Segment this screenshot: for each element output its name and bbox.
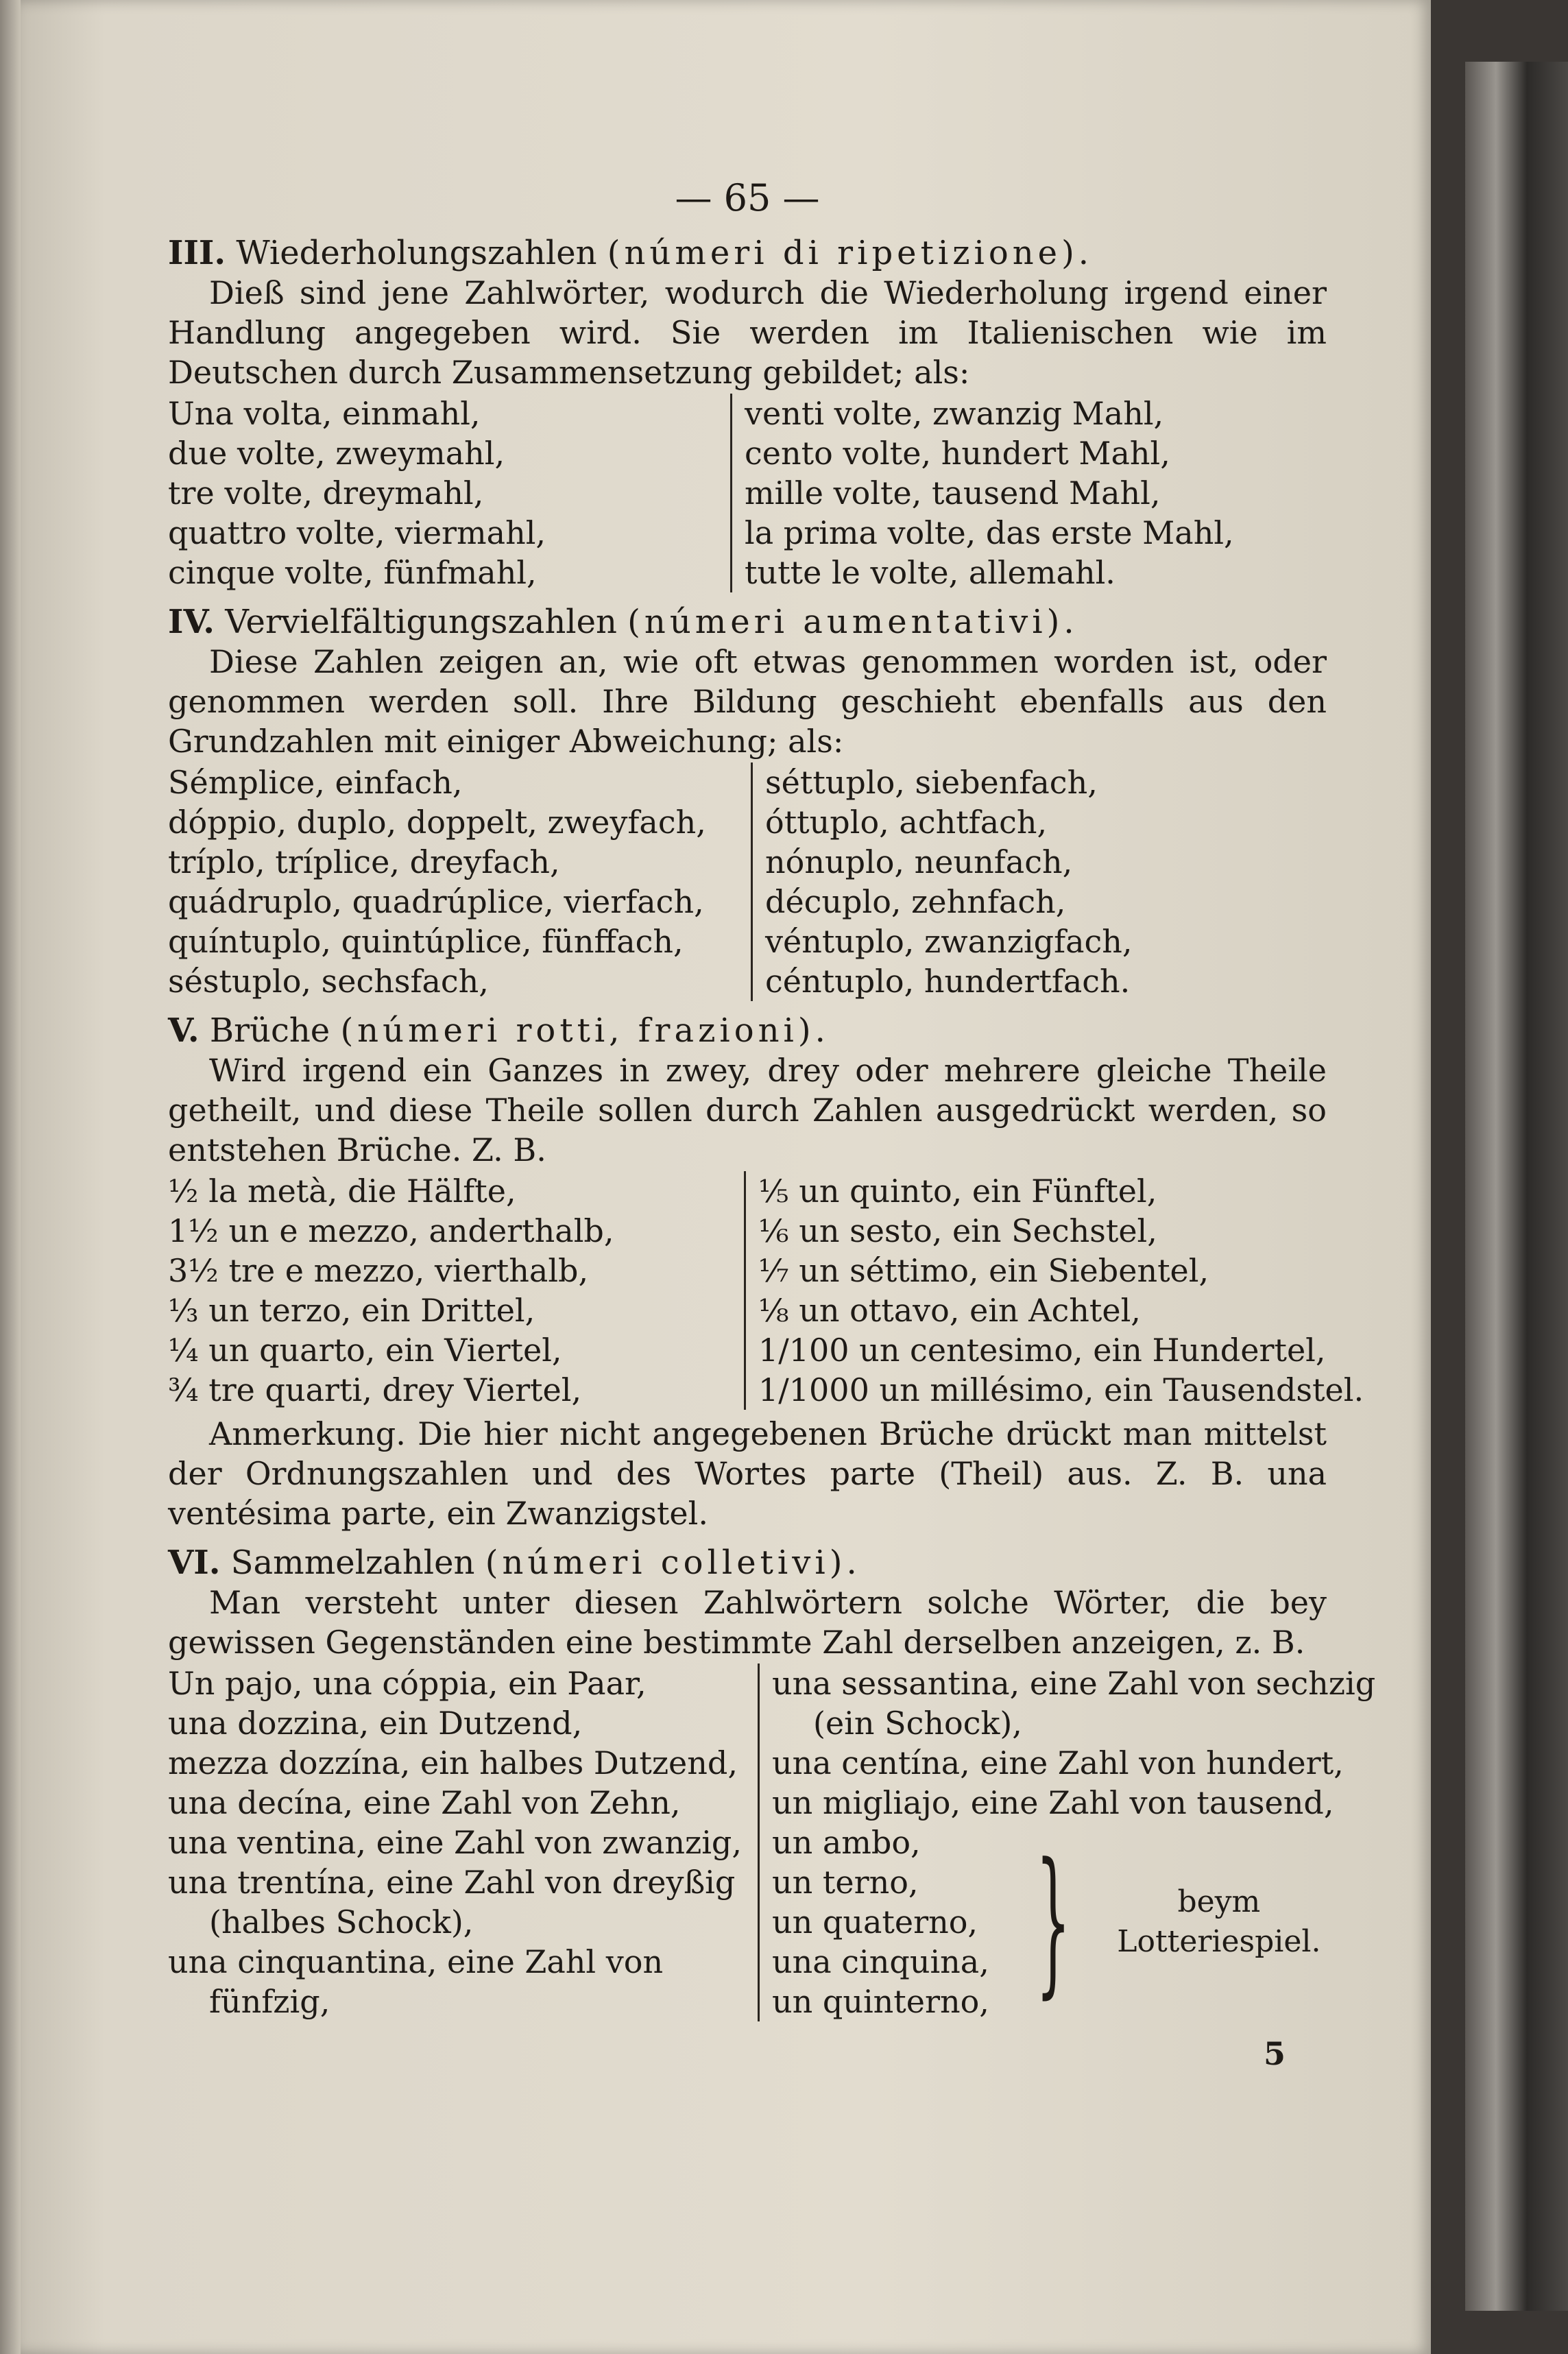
example-line: un quaterno, xyxy=(772,1903,978,1941)
example-line: un migliajo, eine Zahl von tausend, xyxy=(772,1784,1334,1821)
right-column xyxy=(744,1171,1364,1410)
example-line: séttuplo, siebenfach, xyxy=(765,764,1098,801)
fraction-line: ⅛ un ottavo, ein Achtel, xyxy=(758,1292,1141,1329)
section-number: III. xyxy=(168,234,226,272)
example-line: dóppio, duplo, doppelt, zweyfach, xyxy=(168,804,706,841)
example-line: la prima volte, das erste Mahl, xyxy=(745,514,1234,551)
example-line: véntuplo, zwanzigfach, xyxy=(765,923,1133,960)
right-column xyxy=(758,1664,1375,2021)
fraction-line: 1/100 un centesimo, ein Hundertel, xyxy=(758,1332,1326,1369)
example-line: tre volte, dreymahl, xyxy=(168,475,484,512)
example-line: cento volte, hundert Mahl, xyxy=(745,435,1170,472)
fraction-line: ⅕ un quinto, ein Fünftel, xyxy=(758,1173,1157,1210)
example-line: una cinquantina, eine Zahl von xyxy=(168,1943,664,1980)
page-content xyxy=(168,176,1376,2072)
section-intro: Man versteht unter diesen Zahlwörtern solche Wörter, die bey gewissen Gegenständen eine bestimmte Zahl derselben anzeigen, z. B. xyxy=(168,1584,1327,1661)
example-line: (halbes Schock), xyxy=(209,1903,474,1941)
fraction-line: ¼ un quarto, ein Viertel, xyxy=(168,1332,562,1369)
example-line: cinque volte, fünfmahl, xyxy=(168,554,537,591)
section-intro: Dieß sind jene Zahlwörter, wodurch die Wiederholung irgend einer Handlung angegeben wird. Sie werden im Italienischen wie im Deutschen durch Zusammensetzung gebildet; als: xyxy=(168,274,1327,391)
example-line: una sessantina, eine Zahl von sechzig xyxy=(772,1665,1376,1702)
left-page-edge xyxy=(0,0,21,2354)
example-line: Un pajo, una cóppia, ein Paar, xyxy=(168,1665,647,1702)
section-number: IV. xyxy=(168,603,215,641)
fraction-line: 3½ tre e mezzo, vierthalb, xyxy=(168,1252,589,1289)
section-title-german: Sammelzahlen xyxy=(230,1544,475,1582)
example-line: una ventina, eine Zahl von zwanzig, xyxy=(168,1824,742,1861)
left-column xyxy=(168,1664,758,2021)
section-title-german: Wiederholungszahlen xyxy=(236,234,597,272)
example-line: quattro volte, viermahl, xyxy=(168,514,546,551)
section-heading-4 xyxy=(168,602,1327,642)
section-heading-6 xyxy=(168,1543,1327,1583)
left-column xyxy=(168,1171,744,1410)
section-number: VI. xyxy=(168,1544,221,1582)
section-intro: Diese Zahlen zeigen an, wie oft etwas genommen worden ist, oder genommen werden soll. Ihre Bildung geschieht ebenfalls aus den Grundzahlen mit einiger Abweichung; als: xyxy=(168,643,1327,760)
right-column xyxy=(730,394,1234,592)
example-columns xyxy=(168,1171,1364,1410)
book-spine xyxy=(1465,62,1568,2311)
example-line: una centína, eine Zahl von hundert, xyxy=(772,1744,1344,1781)
example-line: Una volta, einmahl, xyxy=(168,395,481,432)
fraction-line: ⅐ un séttimo, ein Siebentel, xyxy=(758,1252,1209,1289)
example-line: nónuplo, neunfach, xyxy=(765,843,1073,880)
example-line: quíntuplo, quintúplice, fünffach, xyxy=(168,923,684,960)
example-line: (ein Schock), xyxy=(813,1705,1022,1742)
section-title-german: Brüche xyxy=(209,1011,330,1050)
section-number: V. xyxy=(168,1011,200,1050)
example-line: mille volte, tausend Mahl, xyxy=(745,475,1161,512)
section-title-italian: (númeri aumentativi). xyxy=(627,603,1078,641)
example-line: mezza dozzína, ein halbes Dutzend, xyxy=(168,1744,738,1781)
example-line: un terno, xyxy=(772,1864,919,1901)
fraction-line: 1/1000 un millésimo, ein Tausendstel. xyxy=(758,1371,1364,1408)
section-title-italian: (númeri di ripetizione). xyxy=(607,234,1094,272)
section-title-german: Vervielfältigungszahlen xyxy=(225,603,617,641)
section-heading-3 xyxy=(168,233,1327,273)
curly-brace-icon: } xyxy=(1035,1830,1071,2013)
example-columns xyxy=(168,1664,1376,2021)
lottery-label-line: beym xyxy=(1177,1884,1261,1919)
example-line: un quinterno, xyxy=(772,1983,989,2020)
section-intro: Wird irgend ein Ganzes in zwey, drey oder mehrere gleiche Theile getheilt, und diese Theile sollen durch Zahlen ausgedrückt werden, so entstehen Brüche. Z. B. xyxy=(168,1052,1327,1168)
section-title-italian: (númeri rotti, frazioni). xyxy=(340,1011,830,1050)
left-column xyxy=(168,762,751,1001)
lottery-group xyxy=(772,1823,1375,2021)
example-line: un ambo, xyxy=(772,1824,921,1861)
example-line: una cinquina, xyxy=(772,1943,989,1980)
fraction-line: ½ la metà, die Hälfte, xyxy=(168,1173,516,1210)
example-line: una decína, eine Zahl von Zehn, xyxy=(168,1784,681,1821)
example-line: tutte le volte, allemahl. xyxy=(745,554,1115,591)
book-page xyxy=(21,0,1431,2354)
section-title-italian: (númeri colletivi). xyxy=(485,1544,861,1582)
example-line: venti volte, zwanzig Mahl, xyxy=(745,395,1164,432)
example-line: séstuplo, sechsfach, xyxy=(168,963,489,1000)
example-line: quádruplo, quadrúplice, vierfach, xyxy=(168,883,704,920)
example-line: tríplo, tríplice, dreyfach, xyxy=(168,843,560,880)
example-line: Sémplice, einfach, xyxy=(168,764,463,801)
example-columns xyxy=(168,762,1327,1001)
fraction-line: ⅓ un terzo, ein Drittel, xyxy=(168,1292,535,1329)
lottery-label xyxy=(1117,1882,1320,1962)
lottery-items xyxy=(772,1823,989,2021)
example-line: décuplo, zehnfach, xyxy=(765,883,1066,920)
fraction-line: ¾ tre quarti, drey Viertel, xyxy=(168,1371,582,1408)
example-line: céntuplo, hundertfach. xyxy=(765,963,1131,1000)
signature-mark: 5 xyxy=(1263,2035,1286,2072)
example-line: due volte, zweymahl, xyxy=(168,435,505,472)
page-number: — 65 — xyxy=(675,176,820,219)
example-line: óttuplo, achtfach, xyxy=(765,804,1048,841)
example-line: una trentína, eine Zahl von dreyßig xyxy=(168,1864,736,1901)
section-heading-5 xyxy=(168,1011,1327,1050)
fraction-line: 1½ un e mezzo, anderthalb, xyxy=(168,1212,614,1249)
left-column xyxy=(168,394,730,592)
fraction-line: ⅙ un sesto, ein Sechstel, xyxy=(758,1212,1157,1249)
right-column xyxy=(751,762,1133,1001)
example-columns xyxy=(168,394,1327,592)
example-line: una dozzina, ein Dutzend, xyxy=(168,1705,583,1742)
lottery-label-line: Lotteriespiel. xyxy=(1117,1924,1321,1959)
note-paragraph: Anmerkung. Die hier nicht angegebenen Brüche drückt man mittelst der Ordnungszahlen und des Wortes parte (Theil) aus. Z. B. una ventésima parte, ein Zwanzigstel. xyxy=(168,1415,1327,1532)
example-line: fünfzig, xyxy=(209,1983,330,2020)
